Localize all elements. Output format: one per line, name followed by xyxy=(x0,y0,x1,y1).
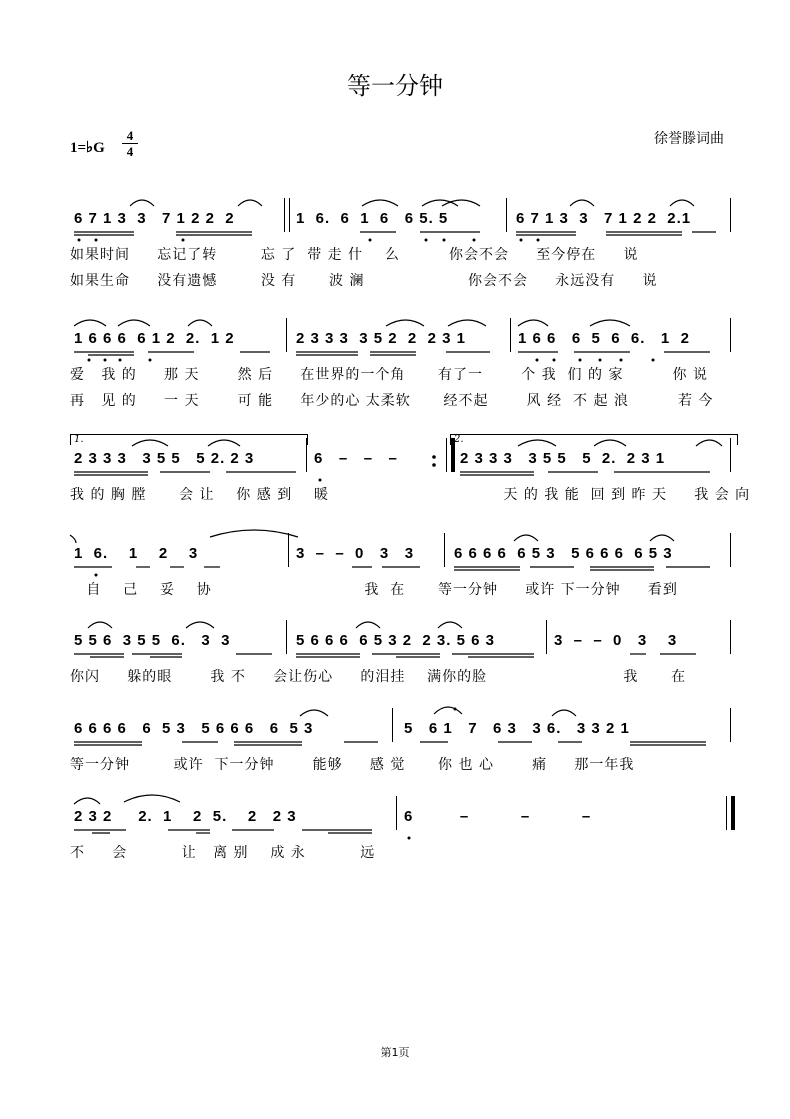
score-system-1 xyxy=(70,190,736,320)
measure-group: 1 6. 6 1 6 6 5. 5 xyxy=(296,210,449,227)
lyrics-verse-1: 等一分钟 或许 下一分钟 能够 感 觉 你 也 心 痛 那一年我 xyxy=(70,757,635,773)
measure-group: 2 3 3 3 3 5 5 5 2. 2 3 1 xyxy=(460,450,666,467)
lyrics-verse-1: 自 己 妥 协 我 在 等一分钟 或许 下一分钟 看到 xyxy=(70,582,678,598)
key-signature: 1=♭G xyxy=(70,140,105,156)
measure-group: 6 – – – xyxy=(314,450,398,467)
measure-group: 3 – – 0 3 3 xyxy=(296,545,415,562)
measure-group: 5 6 1 7 6 3 3 6. 3 3 2 1 xyxy=(404,720,630,737)
time-signature-top: 4 xyxy=(126,128,134,143)
measure-group: 1 6 6 6 5 6 6. 1 2 xyxy=(518,330,690,347)
measure-group: 6 7 1 3 3 7 1 2 2 2 xyxy=(74,210,235,227)
measure-group: 2 3 3 3 3 5 5 5 2. 2 3 xyxy=(74,450,255,467)
volta-label-2: 2. xyxy=(454,434,464,445)
measure-group: 6 6 6 6 6 5 3 5 6 6 6 6 5 3 xyxy=(74,720,314,737)
lyrics-verse-1: 爱 我 的 那 天 然 后 在世界的一个角 有了一 个 我 们 的 家 你 说 xyxy=(70,367,708,383)
measure-group: 3 – – 0 3 3 xyxy=(554,632,678,649)
time-signature-bottom: 4 xyxy=(126,144,134,159)
measure-group: 6 6 6 6 6 5 3 5 6 6 6 6 5 3 xyxy=(454,545,673,562)
notation-marks xyxy=(70,525,736,585)
lyrics-verse-1: 不 会 让 离 别 成 永 远 xyxy=(70,845,376,861)
measure-group: 5 6 6 6 6 5 3 2 2 3. 5 6 3 xyxy=(296,632,495,649)
notation-marks xyxy=(70,430,736,490)
measure-group: 6 – – – xyxy=(404,808,592,825)
song-title: 等一分钟 xyxy=(347,72,443,100)
lyrics-verse-1: 如果时间 忘记了转 忘 了 带 走 什 么 你会不会 至今停在 说 xyxy=(70,247,639,263)
score-system-2 xyxy=(70,310,736,440)
page-number: 第1页 xyxy=(380,1046,410,1059)
measure-group: 5 5 6 3 5 5 6. 3 3 xyxy=(74,632,231,649)
measure-group: 6 7 1 3 3 7 1 2 2 2.1 xyxy=(516,210,692,227)
measure-group: 1 6 6 6 6 1 2 2. 1 2 xyxy=(74,330,235,347)
notation-marks xyxy=(70,700,736,760)
notation-marks xyxy=(70,612,736,672)
composer-credit: 徐誉滕词曲 xyxy=(654,131,724,147)
lyrics-verse-1: 我 的 胸 膛 会 让 你 感 到 暖 天 的 我 能 回 到 昨 天 我 会 向 xyxy=(70,487,751,503)
measure-group: 1 6. 1 2 3 xyxy=(74,545,199,562)
notation-marks xyxy=(70,788,736,848)
notation-marks xyxy=(70,310,736,370)
notation-marks xyxy=(70,190,736,250)
lyrics-verse-1: 你闪 躲的眼 我 不 会让伤心 的泪挂 满你的脸 我 在 xyxy=(70,669,687,685)
lyrics-verse-2: 如果生命 没有遗憾 没 有 波 澜 你会不会 永远没有 说 xyxy=(70,273,658,289)
time-signature xyxy=(122,128,138,159)
measure-group: 2 3 3 3 3 5 2 2 2 3 1 xyxy=(296,330,466,347)
volta-label-1: 1. xyxy=(74,434,84,445)
score-system-7 xyxy=(70,788,736,918)
measure-group: 2 3 2 2. 1 2 5. 2 2 3 xyxy=(74,808,297,825)
lyrics-verse-2: 再 见 的 一 天 可 能 年少的心 太柔软 经不起 风 经 不 起 浪 若 今 xyxy=(70,393,714,409)
